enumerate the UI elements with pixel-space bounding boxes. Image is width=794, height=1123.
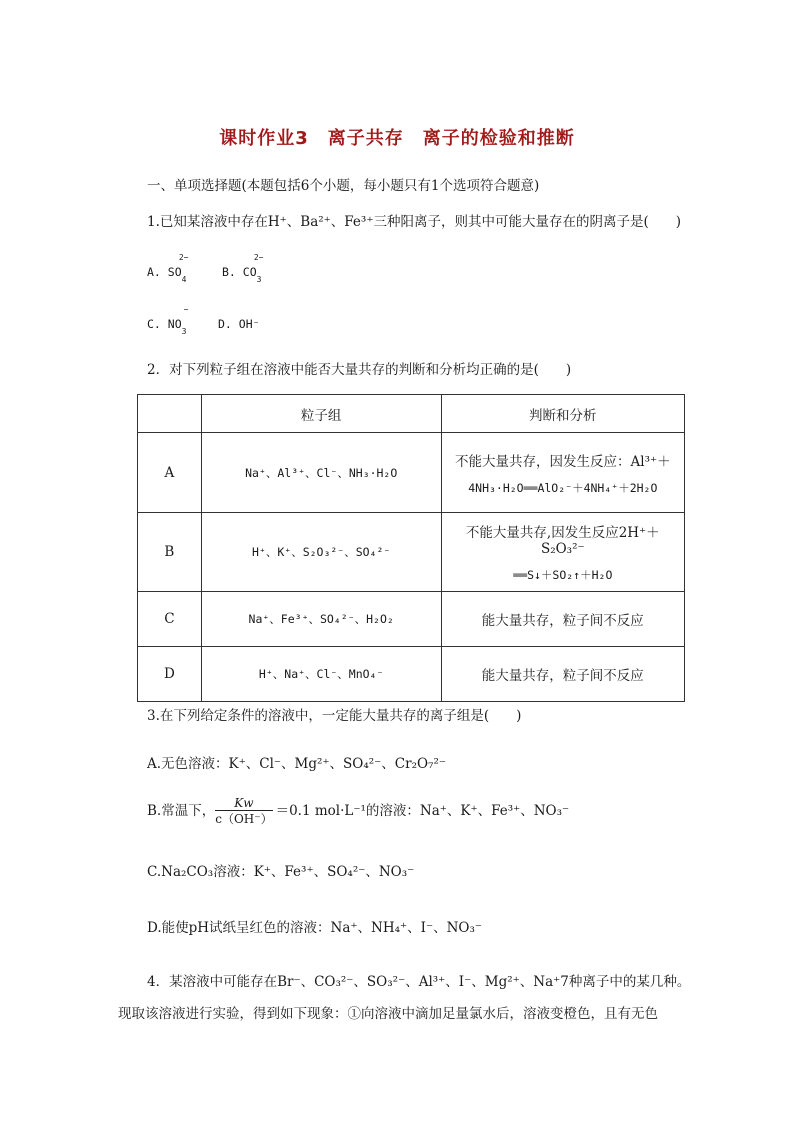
table-header-row xyxy=(138,395,685,433)
row-label: C xyxy=(138,592,202,647)
question-1-option-b: B. $CO_3$ 2− xyxy=(222,253,264,284)
question-3-option-d: D.能使pH试纸呈红色的溶液：Na⁺、NH₄⁺、I⁻、NO₃⁻ xyxy=(147,920,483,936)
question-4-line-1: 4．某溶液中可能存在Br⁻、CO₃²⁻、SO₃²⁻、Al³⁺、I⁻、Mg²⁺、Na⁺7种离子中的某几种。 xyxy=(147,974,691,990)
question-1-option-a: A. $SO_4$ 2− xyxy=(147,253,189,284)
row-particles: H⁺、Na⁺、Cl⁻、MnO₄⁻ xyxy=(201,647,441,702)
page-title: 课时作业3 离子共存 离子的检验和推断 xyxy=(219,128,575,149)
question-3-stem: 3.在下列给定条件的溶液中，一定能大量共存的离子组是( ) xyxy=(147,708,522,724)
row-analysis xyxy=(441,513,684,592)
row-label: D xyxy=(138,647,202,702)
table-row xyxy=(138,513,685,592)
question-3-option-c: C.Na₂CO₃溶液：K⁺、Fe³⁺、SO₄²⁻、NO₃⁻ xyxy=(147,864,415,880)
question-1-option-d: D. OH⁻ xyxy=(218,317,260,331)
question-2-table xyxy=(137,394,685,702)
fraction: $\frac{Kw}{c(OH^-)}$ xyxy=(215,796,273,826)
analysis-line: 不能大量共存,因发生反应2H⁺＋S₂O₃²⁻ xyxy=(465,525,660,557)
table-header-cell xyxy=(138,395,202,433)
analysis-line: ══S↓＋SO₂↑＋H₂O xyxy=(513,568,613,582)
analysis-line: 4NH₃·H₂O══AlO₂⁻＋4NH₄⁺＋2H₂O xyxy=(468,480,658,495)
table-row xyxy=(138,433,685,513)
question-3-option-a: A.无色溶液：K⁺、Cl⁻、Mg²⁺、SO₄²⁻、Cr₂O₇²⁻ xyxy=(147,756,447,772)
row-particles: Na⁺、Al³⁺、Cl⁻、NH₃·H₂O xyxy=(201,433,441,513)
row-analysis xyxy=(441,433,684,513)
question-3-option-b: B.常温下， $\frac{Kw}{c(OH^-)}$ ＝0.1 mol·L⁻¹的溶液：Na⁺、K⁺、Fe³⁺、NO₃⁻ xyxy=(147,796,570,826)
section-heading: 一、单项选择题(本题包括6个小题，每小题只有1个选项符合题意) xyxy=(147,178,540,194)
row-label: B xyxy=(138,513,202,592)
question-1-stem: 1.已知某溶液中存在H⁺、Ba²⁺、Fe³⁺三种阳离子，则其中可能大量存在的阴离子是( ) xyxy=(147,214,681,230)
question-2-stem: 2．对下列粒子组在溶液中能否大量共存的判断和分析均正确的是( ) xyxy=(147,362,572,378)
row-label: A xyxy=(138,433,202,513)
table-header-cell: 判断和分析 xyxy=(441,395,684,433)
analysis-line: 不能大量共存，因发生反应：Al³⁺＋ xyxy=(455,453,671,470)
table-header-cell: 粒子组 xyxy=(201,395,441,433)
table-row xyxy=(138,592,685,647)
row-analysis: 能大量共存，粒子间不反应 xyxy=(441,592,684,647)
table-row xyxy=(138,647,685,702)
row-particles: Na⁺、Fe³⁺、SO₄²⁻、H₂O₂ xyxy=(201,592,441,647)
row-analysis: 能大量共存，粒子间不反应 xyxy=(441,647,684,702)
question-1-option-c: C. $NO_3$ − xyxy=(147,305,189,336)
question-4-line-2: 现取该溶液进行实验，得到如下现象：①向溶液中滴加足量氯水后，溶液变橙色，且有无色 xyxy=(118,1006,658,1022)
row-particles: H⁺、K⁺、S₂O₃²⁻、SO₄²⁻ xyxy=(201,513,441,592)
